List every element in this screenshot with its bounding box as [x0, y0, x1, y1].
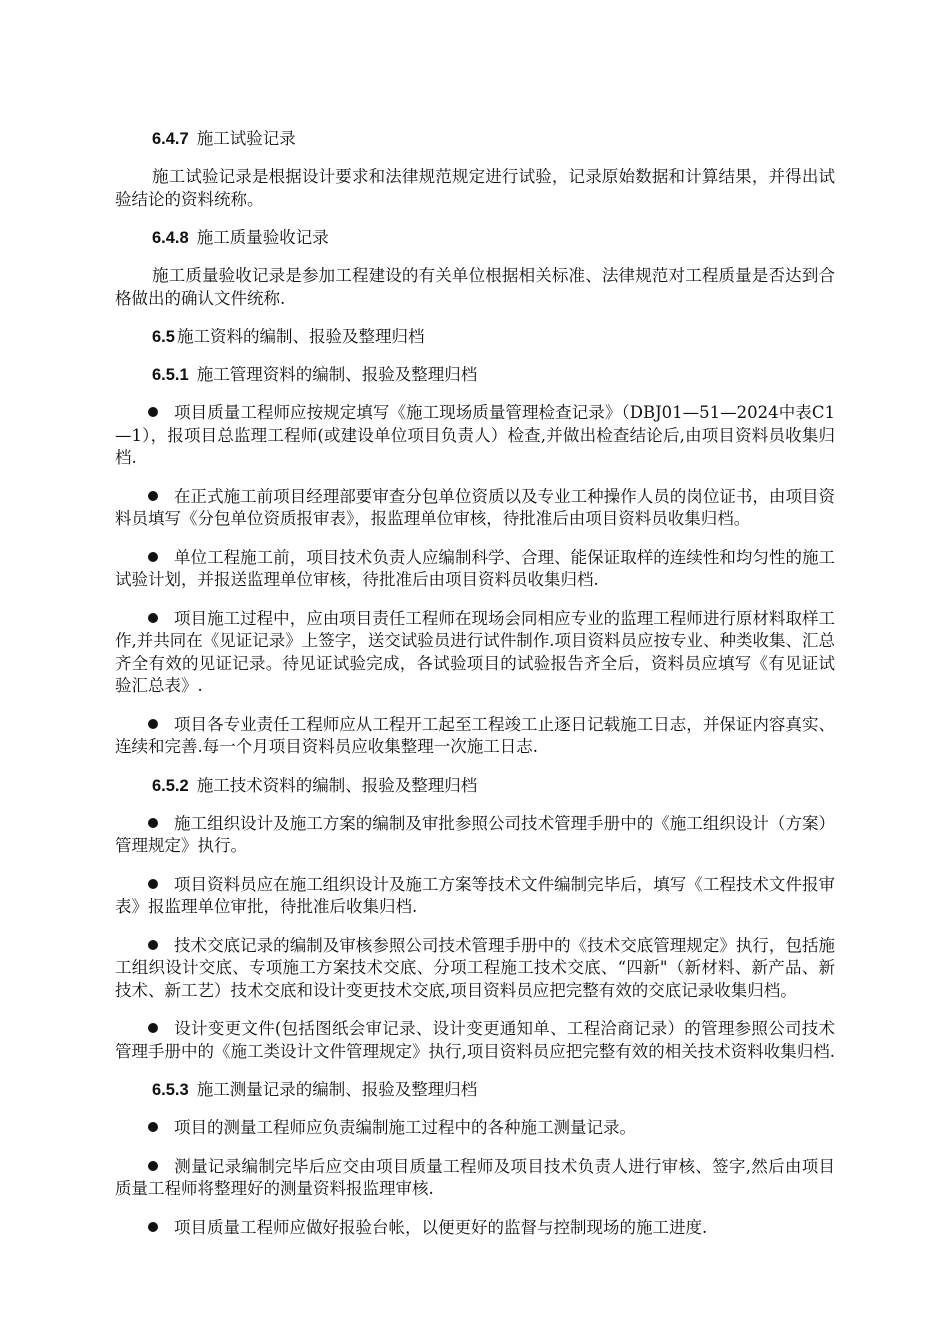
bullet-text: 在正式施工前项目经理部要审查分包单位资质以及专业工种操作人员的岗位证书，由项目资料员填写《分包单位资质报审表》，报监理单位审核，待批准后由项目资料员收集归档。: [115, 486, 835, 528]
bullet-text: 设计变更文件(包括图纸会审记录、设计变更通知单、工程洽商记录）的管理参照公司技术管理手册中的《施工类设计文件管理规定》执行,项目资料员应把完整有效的相关技术资料收集归档.: [115, 1019, 835, 1061]
bullet-item: [115, 874, 835, 919]
section-heading-6-4-8: [152, 227, 835, 249]
section-title: 施工测量记录的编制、报验及整理归档: [196, 1080, 478, 1099]
bullet-item: [115, 608, 835, 698]
bullet-text: 项目资料员应在施工组织设计及施工方案等技术文件编制完毕后，填写《工程技术文件报审表》报监理单位审批，待批准后收集归档.: [115, 874, 835, 916]
bullet-icon: [148, 613, 158, 623]
bullet-item: [115, 402, 835, 470]
section-title: 施工试验记录: [196, 129, 296, 148]
section-number: 6.5.2: [152, 776, 189, 795]
bullet-item: [115, 1217, 835, 1240]
bullet-item: [115, 813, 835, 858]
section-heading-6-5: [152, 326, 835, 348]
bullet-item: [115, 935, 835, 1003]
bullet-icon: [148, 818, 158, 828]
section-number: 6.5: [152, 328, 175, 346]
bullet-item: [115, 486, 835, 531]
bullet-item: [115, 1117, 835, 1140]
section-paragraph: 施工试验记录是根据设计要求和法律规范规定进行试验，记录原始数据和计算结果，并得出试验结论的资料统称。: [115, 167, 835, 209]
bullet-icon: [148, 1222, 158, 1232]
section-number: 6.5.1: [152, 366, 189, 384]
section-title: 施工资料的编制、报验及整理归档: [176, 327, 425, 346]
bullet-text: 项目质量工程师应做好报验台帐，以便更好的监督与控制现场的施工进度.: [174, 1217, 708, 1237]
bullet-text: 技术交底记录的编制及审核参照公司技术管理手册中的《技术交底管理规定》执行，包括施工组织设计交底、专项施工方案技术交底、分项工程施工技术交底、“四新"（新材料、新产品、新技术、新工艺）技术交底和设计变更技术交底,项目资料员应把完整有效的交底记录收集归档。: [115, 935, 835, 1000]
bullet-icon: [148, 879, 158, 889]
bullet-text: 测量记录编制完毕后应交由项目质量工程师及项目技术负责人进行审核、签字,然后由项目质量工程师将整理好的测量资料报监理审核.: [115, 1156, 835, 1198]
section-number: 6.4.7: [152, 130, 189, 148]
document-body: [115, 128, 835, 1255]
section-heading-6-5-1: [152, 364, 835, 386]
bullet-icon: [148, 491, 158, 501]
bullet-icon: [148, 1122, 158, 1132]
section-number: 6.5.3: [152, 1081, 189, 1099]
bullet-icon: [148, 552, 158, 562]
bullet-icon: [148, 719, 158, 729]
bullet-item: [115, 714, 835, 759]
bullet-text: 项目各专业责任工程师应从工程开工起至工程竣工止逐日记载施工日志，并保证内容真实、连续和完善.每一个月项目资料员应收集整理一次施工日志.: [115, 714, 835, 756]
bullet-text: 项目施工过程中，应由项目责任工程师在现场会同相应专业的监理工程师进行原材料取样工作,并共同在《见证记录》上签字，送交试验员进行试件制作.项目资料员应按专业、种类收集、汇总齐全有效的见证记录。待见证试验完成，各试验项目的试验报告齐全后，资料员应填写《有见证试验汇总表》.: [115, 608, 835, 695]
bullet-text: 单位工程施工前，项目技术负责人应编制科学、合理、能保证取样的连续性和均匀性的施工试验计划，并报送监理单位审核，待批准后由项目资料员收集归档.: [115, 547, 835, 589]
bullet-item: [115, 1156, 835, 1201]
section-heading-6-5-3: [152, 1079, 835, 1101]
section-title: 施工管理资料的编制、报验及整理归档: [196, 365, 478, 384]
bullet-icon: [148, 1161, 158, 1171]
bullet-item: [115, 547, 835, 592]
bullet-item: [115, 1018, 835, 1063]
bullet-icon: [148, 940, 158, 950]
section-title: 施工技术资料的编制、报验及整理归档: [196, 775, 478, 795]
bullet-icon: [148, 1023, 158, 1033]
section-number: 6.4.8: [152, 229, 189, 247]
section-heading-6-5-2: [152, 775, 835, 797]
section-paragraph: 施工质量验收记录是参加工程建设的有关单位根据相关标准、法律规范对工程质量是否达到合格做出的确认文件统称.: [115, 266, 835, 308]
section-title: 施工质量验收记录: [196, 228, 329, 247]
section-heading-6-4-7: [152, 128, 835, 150]
bullet-text: 施工组织设计及施工方案的编制及审批参照公司技术管理手册中的《施工组织设计（方案）管理规定》执行。: [115, 813, 835, 855]
bullet-text: 项目质量工程师应按规定填写《施工现场质量管理检查记录》（DBJ01—51—2024中表C1—1），报项目总监理工程师(或建设单位项目负责人）检查,并做出检查结论后,由项目资料员收集归档.: [115, 403, 835, 467]
bullet-text: 项目的测量工程师应负责编制施工过程中的各种施工测量记录。: [174, 1118, 636, 1137]
bullet-icon: [148, 407, 158, 417]
